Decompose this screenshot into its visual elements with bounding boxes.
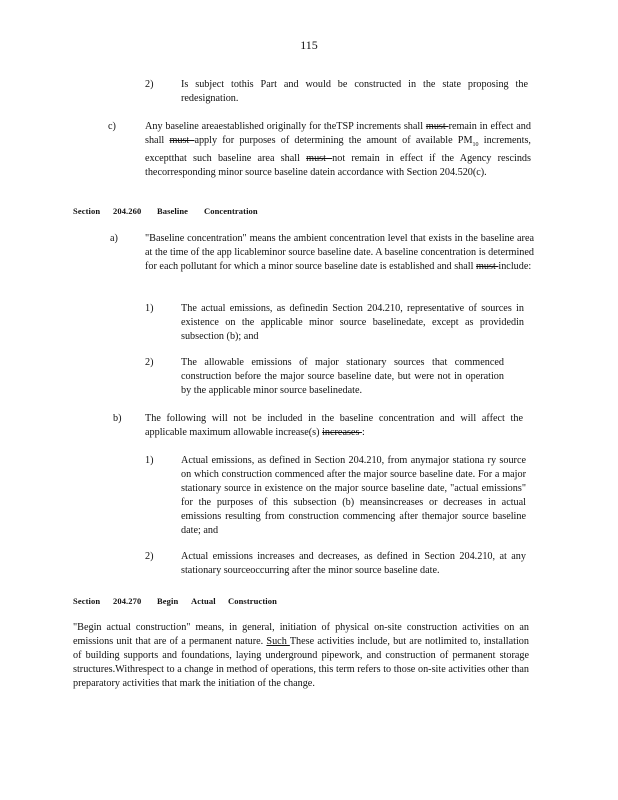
deleted-text: must	[306, 153, 333, 165]
item-text: The allowable emissions of major stationary sources that commenced construction before the major source baseline date, but were not in operation by the applicable minor source baselinedate.	[181, 357, 504, 396]
item-text: Any baseline areaestablished originally for theTSP increments shall must remain in effect and shall must apply for purposes of determining the amount of available $PM_{10}$ increments, exceptthat such baseline area shall must not remain in effect if the Agency rescinds thecorresponding minor source baseline datein accordance with Section 204.520(c).	[145, 121, 531, 179]
item-text: The following will not be included in the baseline concentration and will affect the applicable maximum allowable increase(s) increases :	[145, 413, 523, 438]
document-page: 115 2) Is subject tothis Part and would be constructed in the state proposing the redesignation. c) Any baseline areaestablished originally for theTSP increments shall must remain in effect and shall must apply for purposes of determining the amount of available $PM_{10}$ increments, exceptthat such baseline area shall must not remain in effect if the Agency rescinds thecorresponding minor source baseline datein accordance with Section 204.520(c). Section 204.260 Baseline Concentration a) "Baseline concentration" means the ambient concentration level that exists in the baseline area at the time of the app licableminor source baseline date. A baseline concentration is determined for each pollutant for which a minor source baseline date is established and shall must include: 1) The actual emissions, as definedin Section 204.210, representative of sources in existence on the applicable minor source baselinedate, except as providedin subsection (b); and 2) The allowable emissions of major stationary sources that commenced construction before the major source baseline date, but were not in operation by the applicable minor source baselinedate. b) The following will not be included in the baseline concentration and will affect the applicable maximum allowable increase(s) increases : 1) Actual emissions, as defined in Section 204.210, from anymajor stationa ry source on which construction commenced after the major source baseline date. For a major stationary source in existence on the major source baseline date, "actual emissions" for the purposes of this subsection (b) meansincreases or decreases in actual emissions resulting from construction commencing after themajor source baseline date; and 2) Actual emissions increases and decreases, as defined in Section 204.210, at any stationary sourceoccurring after the minor source baseline date. Section 204.270 Begin Actual Construction "Begin actual construction" means, in general, initiation of physical on-site construction activities on an emissions unit that are of a permanent nature. Such These activities include, but are notlimited to, installation of building supports and foundations, laying underground pipework, and construction of permanent storage structures.Withrespect to a change in method of operations, this term refers to those on-site activities other than preparatory activities that mark the initiation of the change.	[0, 0, 618, 800]
deleted-text: must	[476, 261, 499, 272]
item-label: 1)	[145, 303, 154, 314]
subscript: 10	[472, 142, 479, 149]
item-text: Actual emissions increases and decreases, as defined in Section 204.210, at any stationary sourceoccurring after the minor source baseline date.	[181, 551, 526, 576]
item-text: Is subject tothis Part and would be constructed in the state proposing the redesignation.	[181, 79, 528, 104]
item-label: b)	[113, 413, 122, 424]
item-label: 2)	[145, 357, 154, 368]
item-label: c)	[108, 121, 116, 132]
item-label: 1)	[145, 455, 154, 466]
page-number: 115	[300, 38, 318, 52]
deleted-text: must	[425, 121, 449, 132]
item-label: a)	[110, 233, 118, 244]
deleted-text: must	[169, 135, 195, 146]
item-label: 2)	[145, 79, 154, 90]
item-text: The actual emissions, as definedin Section 204.210, representative of sources in existence on the applicable minor source baselinedate, except as providedin subsection (b); and	[181, 303, 524, 342]
inserted-text: Such	[266, 636, 290, 647]
paragraph-text: "Begin actual construction" means, in general, initiation of physical on-site construction activities on an emissions unit that are of a permanent nature. Such These activities include, but are notlimited to, installation of building supports and foundations, laying underground pipework, and construction of permanent storage structures.Withrespect to a change in method of operations, this term refers to those on-site activities other than preparatory activities that mark the initiation of the change.	[73, 622, 529, 689]
item-text: Actual emissions, as defined in Section 204.210, from anymajor stationa ry source on which construction commenced after the major source baseline date. For a major stationary source in existence on the major source baseline date, "actual emissions" for the purposes of this subsection (b) meansincreases or decreases in actual emissions resulting from construction commencing after themajor source baseline date; and	[181, 455, 526, 536]
item-label: 2)	[145, 551, 154, 562]
item-text: "Baseline concentration" means the ambient concentration level that exists in the baseline area at the time of the app licableminor source baseline date. A baseline concentration is determined for each pollutant for which a minor source baseline date is established and shall must include:	[145, 233, 534, 272]
deleted-text: increases	[322, 427, 362, 438]
